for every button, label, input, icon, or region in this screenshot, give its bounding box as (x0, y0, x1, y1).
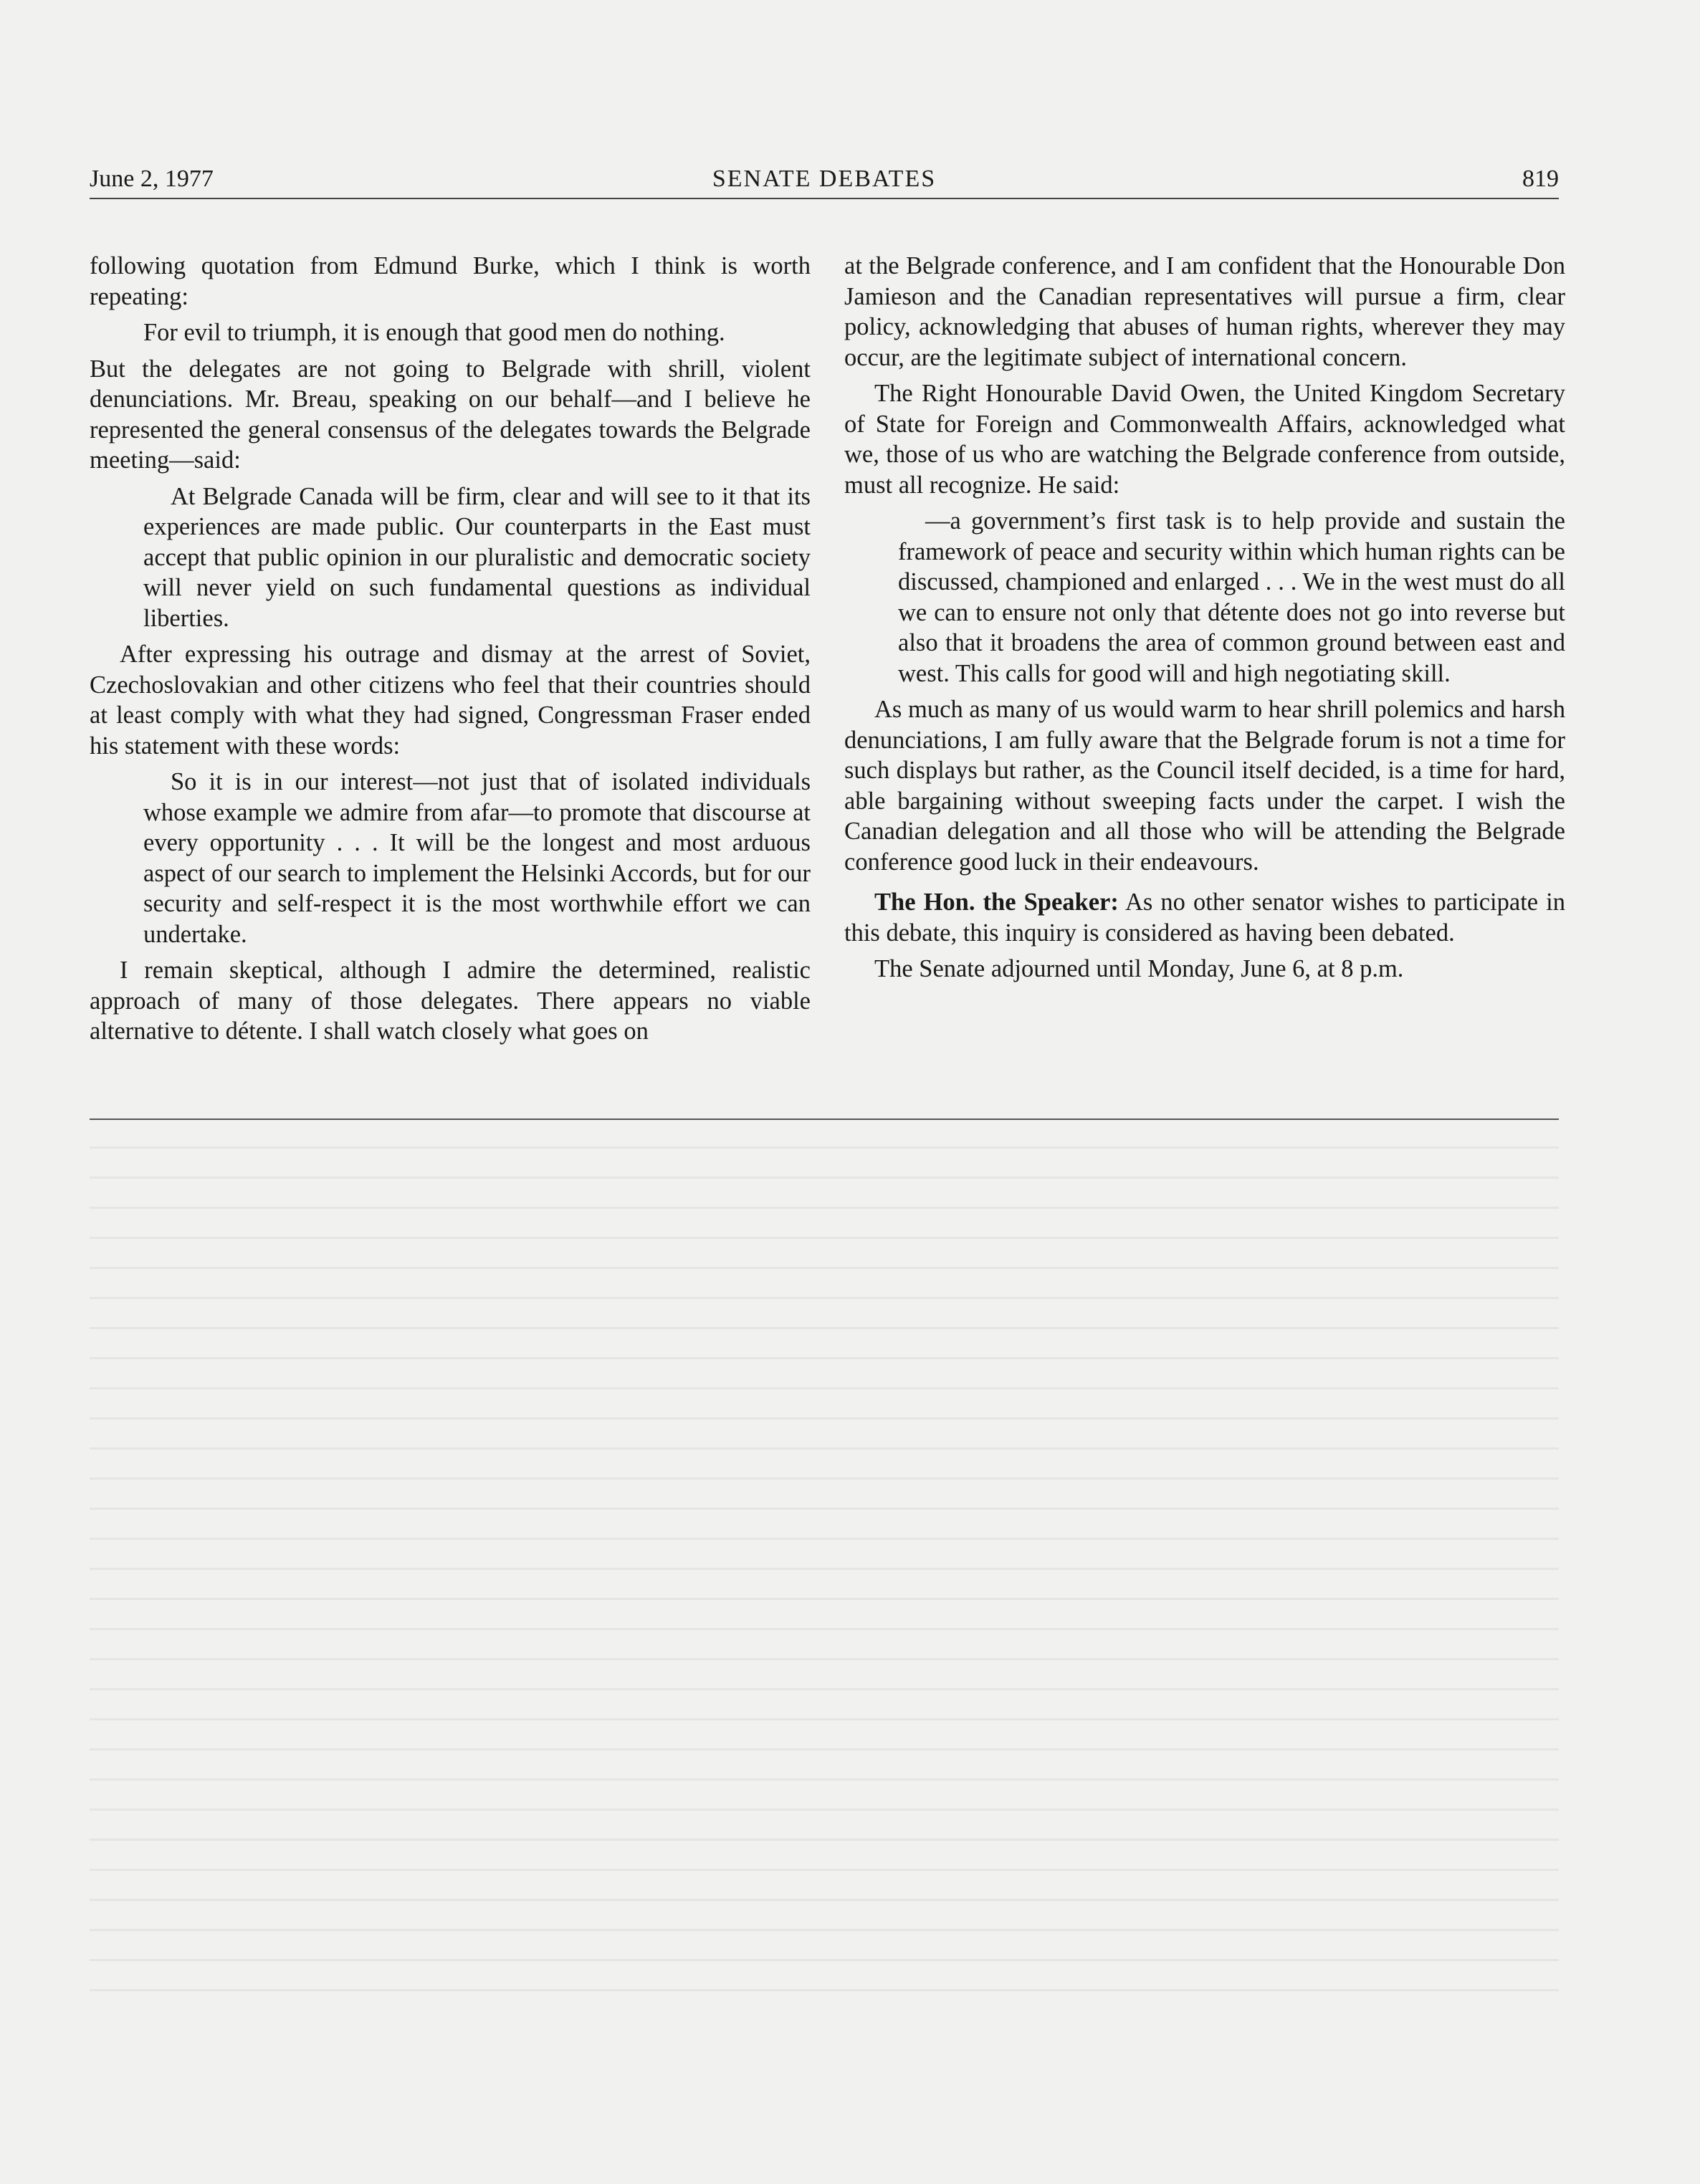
paragraph: The Right Honourable David Owen, the United Kingdom Secretary of State for Foreign and Commonwealth Affairs, acknowledged what we, those of us who are watching the Belgrade conference from outside, must all recognize. He said: (844, 380, 1565, 499)
block-quote-fraser: So it is in our interest—not just that of isolated individuals whose example we admire from afar—to promote that discourse at every opportunity . . . It will be the longest and most arduous aspect of our search to implement the Helsinki Accords, but for our security and self-respect it is the most worthwhile effort we can undertake. (143, 768, 811, 948)
page-number: 819 (1522, 166, 1559, 192)
speaker-name: The Hon. the Speaker: (874, 889, 1119, 916)
header-date: June 2, 1977 (90, 166, 214, 192)
paragraph: But the delegates are not going to Belgrade with shrill, violent denunciations. Mr. Breau, speaking on our behalf—and I believe he represented the general consensus of the delegates towards the Belgrade meeting—said: (90, 355, 811, 474)
left-column (90, 251, 811, 1053)
header-rule (90, 198, 1559, 199)
speaker-text: As no other senator wishes to participate in this debate, this inquiry is considered as having been debated. (844, 889, 1565, 947)
block-quote-owen: —a government’s first task is to help provide and sustain the framework of peace and security within which human rights can be discussed, championed and enlarged . . . We in the west must do all we can to ensure not only that détente does not go into reverse but also that it broadens the area of common ground between east and west. This calls for good will and high negotiating skill. (898, 507, 1565, 687)
publication-title: SENATE DEBATES (712, 166, 937, 192)
block-quote-breau: At Belgrade Canada will be firm, clear and will see to it that its experiences are made public. Our counterparts in the East must accept that public opinion in our pluralistic and democratic society will never yield on such fundamental questions as individual liberties. (143, 482, 811, 632)
paragraph: at the Belgrade conference, and I am confident that the Honourable Don Jamieson and the Canadian representatives will pursue a firm, clear policy, acknowledging that abuses of human rights, wherever they may occur, are the legitimate subject of international concern. (844, 252, 1565, 371)
paragraph: I remain skeptical, although I admire the determined, realistic approach of many of those delegates. There appears no viable alternative to détente. I shall watch closely what goes on (90, 957, 811, 1045)
paragraph: following quotation from Edmund Burke, which I think is worth repeating: (90, 252, 811, 310)
show-through-texture (90, 1146, 1559, 2006)
block-quote-burke: For evil to triumph, it is enough that good men do nothing. (143, 319, 725, 346)
page-header (90, 163, 1559, 199)
right-column (844, 251, 1565, 990)
adjournment-notice: The Senate adjourned until Monday, June 6, at 8 p.m. (874, 955, 1404, 982)
paragraph: After expressing his outrage and dismay at the arrest of Soviet, Czechoslovakian and other citizens who feel that their countries should at least comply with what they had signed, Congressman Fraser ended his statement with these words: (90, 641, 811, 760)
speaker-statement (844, 887, 1565, 948)
paragraph: As much as many of us would warm to hear shrill polemics and harsh denunciations, I am fully aware that the Belgrade forum is not a time for such displays but rather, as the Council itself decided, is a time for hard, able bargaining without sweeping facts under the carpet. I wish the Canadian delegation and all those who will be attending the Belgrade conference good luck in their endeavours. (844, 696, 1565, 876)
end-rule (90, 1119, 1559, 1120)
